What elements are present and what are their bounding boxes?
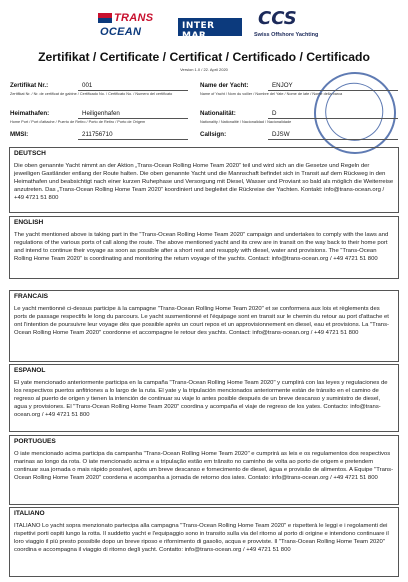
flag-icon [98, 13, 112, 23]
yacht-name-sub: Name of Yacht / Nom du voilier / Nombre del Yate / Nome de iate / Nome della barca [200, 92, 343, 96]
section-text: Le yacht mentionné ci-dessus participe à la campagne "Trans-Ocean Rolling Home Team 2020" et se conformera aux lois et règlements des ports de passage respectifs le long du parcours. Le yacht susmentionné et l'équipage sont en transit sur le chemin du retour au port d'attache et ont l'intention de poursuivre leur voyage dès que possible après un court repos et un approvisionnement en diesel, eau et provisions. La "Trans-Ocean Rolling Home Team 2020" coordonne et accompagne le retour des yachts. Contact: info@trans-ocean.org / +49 4721 51 800 [14, 306, 389, 337]
logo-trans-top: TRANS [114, 12, 154, 24]
page-title: Zertifikat / Certificate / Certificat / Certificado / Certificado [38, 50, 370, 64]
header-logos [0, 10, 408, 44]
yacht-name-label: Name der Yacht: [200, 82, 249, 89]
section-text: El yate mencionado anteriormente participa en la campaña "Trans-Ocean Rolling Home Team 2020" y cumplirá con las leyes y regulaciones de los respectivos puertos anfitriones a lo largo de la ruta. El yate y la tripulación mencionados anteriormente están de tránsito en el camino de regreso al puerto de origen y tienen la intención de continuar su viaje lo antes posible después de un breve descanso y suministro de diesel, agua y provisiones. El "Trans-Ocean Rolling Home Team 2020" coordina y acompaña el viaje de regreso de los yates. Contacto: info@trans-ocean.org / +49 4721 51 800 [14, 380, 388, 419]
logo-ccs-sub: Swiss Offshore Yachting [254, 32, 319, 38]
trans-ocean-logo [96, 10, 168, 42]
section-text: ITALIANO Lo yacht sopra menzionato partecipa alla campagna "Trans-Ocean Rolling Home Team 2020" e rispetterà le leggi e i regolamenti dei rispettivi porti ospiti lungo la rotta. Il suddetto yacht e l'equipaggio sono in transito sulla via del ritorno al porto di origine e intendono continuare il loro viaggio il più presto possibile dopo un breve riposo e rifornimento di gasolio, acqua e provviste. Il "Trans-Ocean Rolling Home Team 2020" coordina e accompagna il viaggio di ritorno degli yacht. Contatto: info@trans-ocean.org / +49 4721 51 800 [14, 523, 389, 554]
divider-line [268, 118, 398, 119]
section-title: ENGLISH [14, 219, 44, 226]
section-english [9, 216, 399, 279]
ccs-logo [254, 10, 334, 42]
mmsi-value: 211756710 [82, 131, 113, 138]
section-title: FRANCAIS [14, 293, 49, 300]
logo-trans-bottom: OCEAN [100, 26, 142, 38]
cert-no-value: 001 [82, 82, 93, 89]
home-port-sub: Home Port / Port d'attache / Puerto de Retiro / Porto de Retiro / Porto de Origem [10, 120, 146, 124]
mmsi-label: MMSI: [10, 131, 29, 138]
home-port-label: Heimathafen: [10, 110, 50, 117]
section-title: ITALIANO [14, 510, 45, 517]
section-text: The yacht mentioned above is taking part in the “Trans-Ocean Rolling Home Team 2020” campaign and undertakes to comply with the laws and regulations of the various ports of call along the route. The above mentioned yacht and its crew are in transit on the way back to their home port and intend to continue their voyage as soon as possible after a short rest and resupply with diesel, water and provisions. The “Trans-Ocean Rolling Home Team 2020” is coordinating and monitoring the return voyage of the yachts. Contact: info@trans-ocean.org / +49 4721 51 800 [14, 232, 389, 263]
nationality-value: D [272, 110, 277, 117]
logo-ccs-text: CCS [258, 8, 297, 29]
section-italiano [9, 507, 399, 577]
nationality-sub: Nationality / Nationalité / Nacionalidad / Nacionalidade [200, 120, 292, 124]
cert-no-sub: Zertifikat Nr. / Nr. de certificat de gabine / Certificado No. / Certificato No. / Numero del certificato [10, 92, 173, 96]
divider-line [78, 139, 188, 140]
yacht-name-value: ENJOY [272, 82, 293, 89]
section-title: DEUTSCH [14, 150, 46, 157]
section-title: ESPANOL [14, 367, 46, 374]
logo-intermar-text: INTER MAR [182, 21, 215, 41]
section-text: Die oben genannte Yacht nimmt an der Aktion „Trans-Ocean Rolling Home Team 2020“ teil und wird sich an die Gesetze und Regeln der jeweiligen Gastländer entlang der Route halten. Die oben genannte Yacht und die Mannschaft befindet sich in Transit auf dem Rückweg in den Heimathafen und beabsichtigt nach einer kurzen Ruhephase und Versorgung mit Diesel, Wasser und Proviant so bald als möglich die Weiterreise anzutreten. Das „Trans-Ocean Rolling Home Team 2020“ koordiniert und begleitet die Rückreise der Yachten. Kontakt: info@trans-ocean.org / +49 4721 51 800 [14, 163, 394, 202]
divider-line [78, 118, 188, 119]
divider-line [268, 90, 398, 91]
section-portugues [9, 435, 399, 505]
divider-line [268, 139, 398, 140]
callsign-label: Callsign: [200, 131, 227, 138]
section-title: PORTUGUES [14, 438, 56, 445]
home-port-value: Heiligenhafen [82, 110, 120, 117]
section-francais [9, 290, 399, 362]
version-line: Version 1.0 / 22. April 2020 [180, 67, 228, 72]
callsign-value: DJSW [272, 131, 290, 138]
intermar-logo [178, 18, 242, 41]
cert-no-label: Zertifikat Nr.: [10, 82, 49, 89]
divider-line [78, 90, 188, 91]
section-deutsch [9, 147, 399, 213]
section-text: O iate mencionado acima participa da campanha "Trans-Ocean Rolling Home Team 2020" e cumprirá as leis e os regulamentos dos respectivos marinas ao longo da rota. O iate mencionado acima e a tripulação estão em trânsito no caminho de volta ao porto de origem e pretendem continuar sua jornada o mais rápido possível, após um breve descanso e fornecimento de diesel, água e provisão de alimentos. A Equipe "Trans-Ocean Rolling Home Team 2020" coordena e acompanha a jornada de retorno dos iates. Contato: info@trans-ocean.org / +49 4721 51 800 [14, 451, 394, 482]
nationality-label: Nationalität: [200, 110, 236, 117]
section-espanol [9, 364, 399, 432]
